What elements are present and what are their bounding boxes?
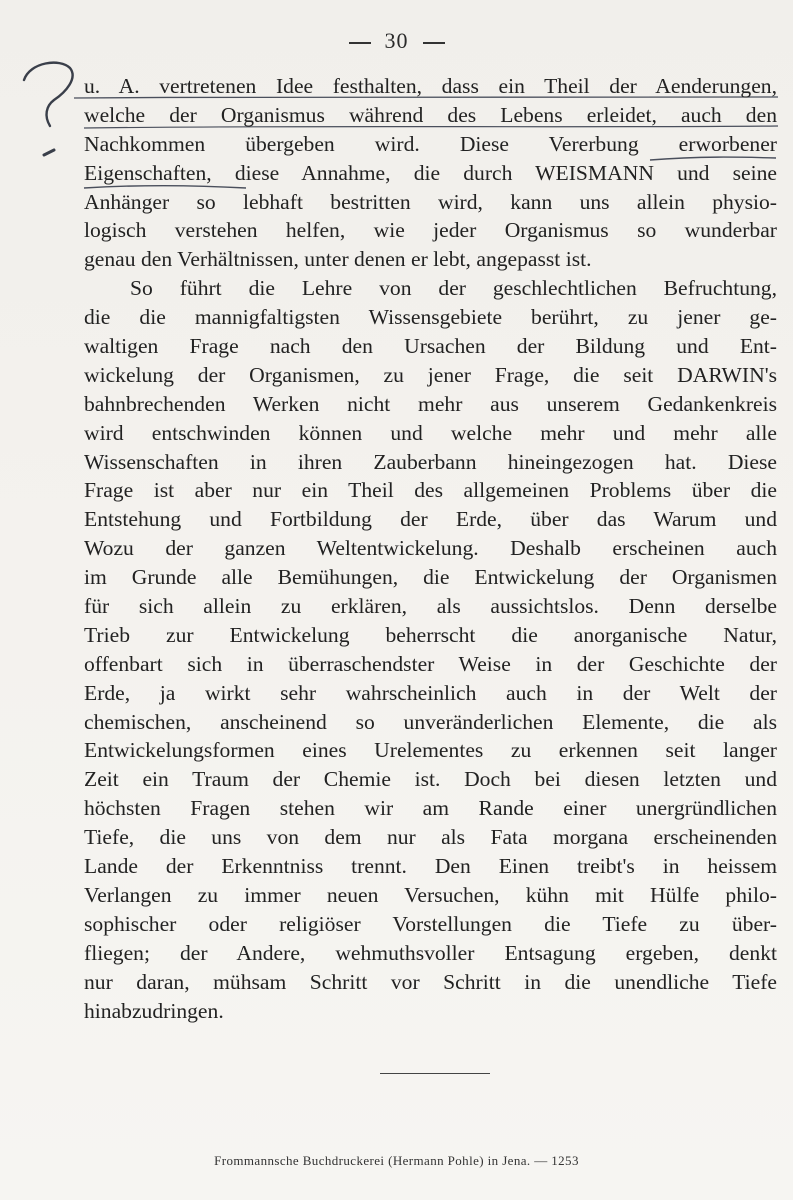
text-line-8: So führt die Lehre von der geschlechtlichen Befruchtung, [130,276,777,301]
text-line-13: wird entschwinden können und welche mehr und mehr alle [84,420,777,445]
page-number-dash-right [423,42,445,44]
text-line-25: Zeit ein Traum der Chemie ist. Doch bei diesen letzten und [84,767,777,792]
text-line-5: Anhänger so lebhaft bestritten wird, kann uns allein physio- [84,189,777,214]
text-line-32: nur daran, mühsam Schritt vor Schritt in die unendliche Tiefe [84,969,777,994]
text-line-10: waltigen Frage nach den Ursachen der Bildung und Ent- [84,334,777,359]
text-line-7: genau den Verhältnissen, unter denen er lebt, angepasst ist. [84,247,592,272]
text-line-33: hinabzudringen. [84,998,224,1023]
text-line-11: wickelung der Organismen, zu jener Frage, die seit DARWIN's [84,362,777,387]
text-line-31: fliegen; der Andere, wehmuthsvoller Entsagung ergeben, denkt [84,940,777,965]
text-line-23: chemischen, anscheinend so unveränderlichen Elemente, die als [84,709,777,734]
text-line-4: Eigenschaften, diese Annahme, die durch WEISMANN und seine [84,160,777,185]
margin-question-mark [24,63,73,126]
page-number-value: 30 [384,28,409,53]
text-line-3: Nachkommen übergeben wird. Diese Vererbung erworbener [84,131,777,156]
text-line-18: im Grunde alle Bemühungen, die Entwickelung der Organismen [84,565,777,590]
body-text [84,72,777,1025]
text-line-24: Entwickelungsformen eines Urelementes zu erkennen seit langer [84,738,777,763]
text-line-27: Tiefe, die uns von dem nur als Fata morgana erscheinenden [84,825,777,850]
page-number [0,28,793,54]
text-line-15: Frage ist aber nur ein Theil des allgemeinen Problems über die [84,478,777,503]
text-line-9: die die mannigfaltigsten Wissensgebiete berührt, zu jener ge- [84,305,777,330]
text-line-21: offenbart sich in überraschendster Weise in der Geschichte der [84,651,777,676]
text-line-2: welche der Organismus während des Lebens erleidet, auch den [84,102,777,127]
text-line-20: Trieb zur Entwickelung beherrscht die anorganische Natur, [84,622,777,647]
margin-small-mark [44,150,54,155]
text-line-19: für sich allein zu erklären, als aussichtslos. Denn derselbe [84,594,777,619]
text-line-1: u. A. vertretenen Idee festhalten, dass ein Theil der Aenderungen, [84,74,777,98]
text-line-22: Erde, ja wirkt sehr wahrscheinlich auch in der Welt der [84,680,777,705]
page-number-dash-left [349,42,371,44]
text-line-30: sophischer oder religiöser Vorstellungen die Tiefe zu über- [84,911,777,936]
text-line-6: logisch verstehen helfen, wie jeder Organismus so wunderbar [84,218,777,243]
text-line-14: Wissenschaften in ihren Zauberbann hineingezogen hat. Diese [84,449,777,474]
printer-imprint: Frommannsche Buchdruckerei (Hermann Pohle) in Jena. — 1253 [214,1153,579,1168]
end-rule [380,1073,490,1074]
text-line-29: Verlangen zu immer neuen Versuchen, kühn mit Hülfe philo- [84,882,777,907]
text-line-16: Entstehung und Fortbildung der Erde, über das Warum und [84,507,777,532]
text-line-12: bahnbrechenden Werken nicht mehr aus unserem Gedankenkreis [84,391,777,416]
text-line-17: Wozu der ganzen Weltentwickelung. Deshalb erscheinen auch [84,536,777,561]
text-line-26: höchsten Fragen stehen wir am Rande einer unergründlichen [84,796,777,821]
text-line-28: Lande der Erkenntniss trennt. Den Einen treibt's in heissem [84,854,777,879]
